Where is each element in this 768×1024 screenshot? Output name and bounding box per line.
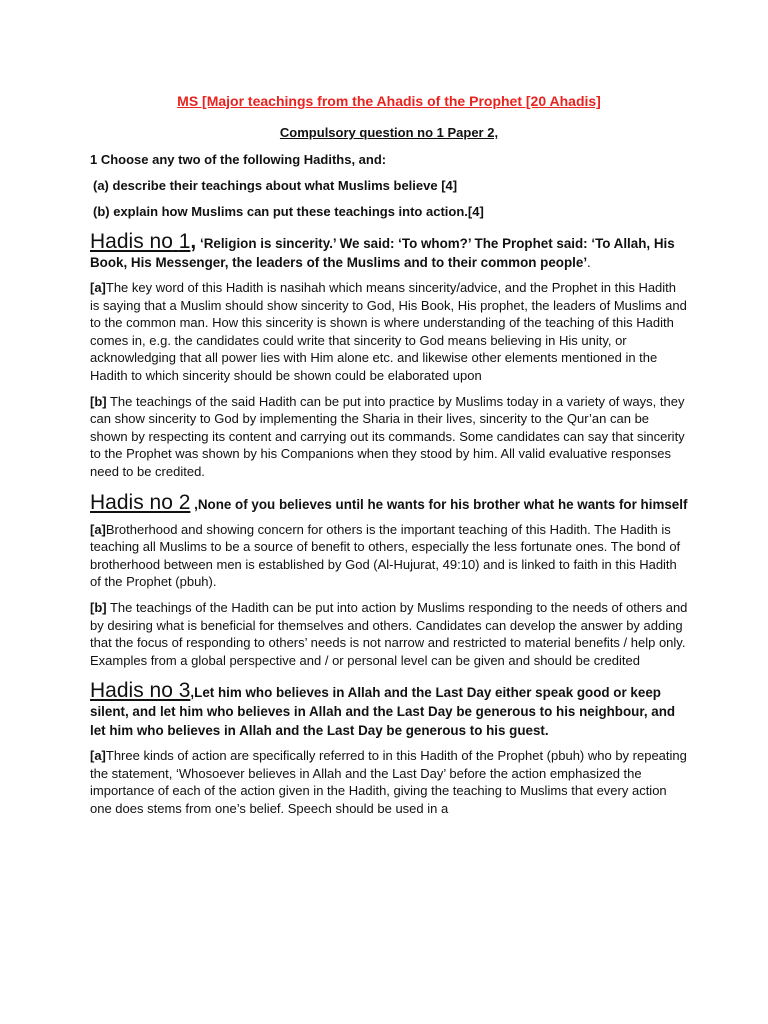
document-subtitle: Compulsory question no 1 Paper 2,	[279, 125, 499, 140]
hadis-3-a-text: Three kinds of action are specifically referred to in this Hadith of the Prophet (pbuh) who by repeating the statement, ‘Whosoever believes in Allah and the Last Day’ before the action emphasized the importance of each of the action given in the Hadith, giving the teaching to Muslims that every action one does stems from one’s belief. Speech should be used in a	[90, 748, 687, 817]
hadis-2-text: None of you believes until he wants for his brother what he wants for himself	[197, 496, 688, 512]
question-intro: 1 Choose any two of the following Hadiths, and:	[90, 152, 387, 167]
hadis-3-heading	[90, 681, 688, 740]
hadis-3-number-label: Hadis no 3	[90, 679, 191, 703]
hadis-3-separator: ,	[190, 685, 195, 701]
hadis-1-answer-b	[90, 393, 688, 481]
hadis-3-a-label: [a]	[90, 748, 106, 764]
hadis-1-b-text: The teachings of the said Hadith can be put into practice by Muslims today in a variety of ways, they can show sincerity to God by implementing the Sharia in their lives, sincerity to the Qur’an can be shown by respecting its content and carrying out its commands. Some candidates can say that sincerity to the Prophet was shown by his Companions when they stood by him. All valid evaluative responses need to be credited.	[90, 393, 685, 479]
hadis-1-a-text: The key word of this Hadith is nasihah which means sincerity/advice, and the Prophet in this Hadith is saying that a Muslim should show sincerity to God, His Book, His prophet, the leaders of Muslims and to the common man. How this sincerity is shown is where understanding of the teaching of this Hadith comes in, e.g. the candidates could write that sincerity to God means believing in His unity, or acknowledging that all power lies with Him alone etc. and likewise other elements mentioned in the Hadith to which sincerity should be shown could be elaborated upon	[90, 280, 687, 383]
hadis-1-answer-a	[90, 279, 688, 385]
question-part-b: (b) explain how Muslims can put these teachings into action.[4]	[93, 204, 484, 219]
hadis-2-separator: ,	[190, 496, 198, 512]
hadis-2-heading	[90, 490, 688, 514]
hadis-2-b-label: [b]	[90, 599, 107, 615]
hadis-2-answer-a	[90, 521, 688, 591]
hadis-2-answer-b	[90, 599, 688, 669]
hadis-2-number-label: Hadis no 2	[90, 490, 191, 514]
hadis-3-answer-a	[90, 747, 688, 817]
hadis-2-b-text: The teachings of the Hadith can be put into action by Muslims responding to the needs of others and by desiring what is beneficial for themselves and others. Candidates can develop the answer by adding that the focus of responding to others’ needs is not narrow and restricted to material benefits / help only. Examples from a global perspective and / or personal level can be given and should be credited	[90, 599, 688, 668]
question-part-a: (a) describe their teachings about what Muslims believe [4]	[93, 178, 458, 193]
hadis-1-heading	[90, 232, 688, 272]
hadis-1-separator: ,	[190, 230, 197, 253]
document-title: MS [Major teachings from the Ahadis of the Prophet [20 Ahadis]	[177, 93, 601, 109]
hadis-1-a-label: [a]	[90, 280, 106, 295]
hadis-1-number-label: Hadis no	[90, 230, 173, 253]
hadis-2-a-text: Brotherhood and showing concern for others is the important teaching of this Hadith. The Hadith is teaching all Muslims to be a source of benefit to others, especially the less fortunate ones. The bond of brotherhood between men is established by God (Al-Hujurat, 49:10) and is linked to faith in this Hadith of the Prophet (pbuh).	[90, 521, 681, 590]
hadis-1-text: ‘Religion is sincerity.’ We said: ‘To whom?’ The Prophet said: ‘To Allah, His Book, His Messenger, the leaders of the Muslims and to their common people’	[90, 236, 675, 270]
hadis-3-text: Let him who believes in Allah and the Last Day either speak good or keep silent, and let him who believes in Allah and the Last Day be generous to his neighbour, and let him who believes in Allah and the Last Day be generous to his guest.	[90, 685, 676, 739]
document-page	[90, 92, 688, 826]
hadis-1-number-digit: 1	[178, 230, 191, 253]
hadis-1-trailing: .	[587, 255, 591, 270]
hadis-2-a-label: [a]	[90, 521, 106, 537]
hadis-1-b-label: [b]	[90, 393, 107, 409]
